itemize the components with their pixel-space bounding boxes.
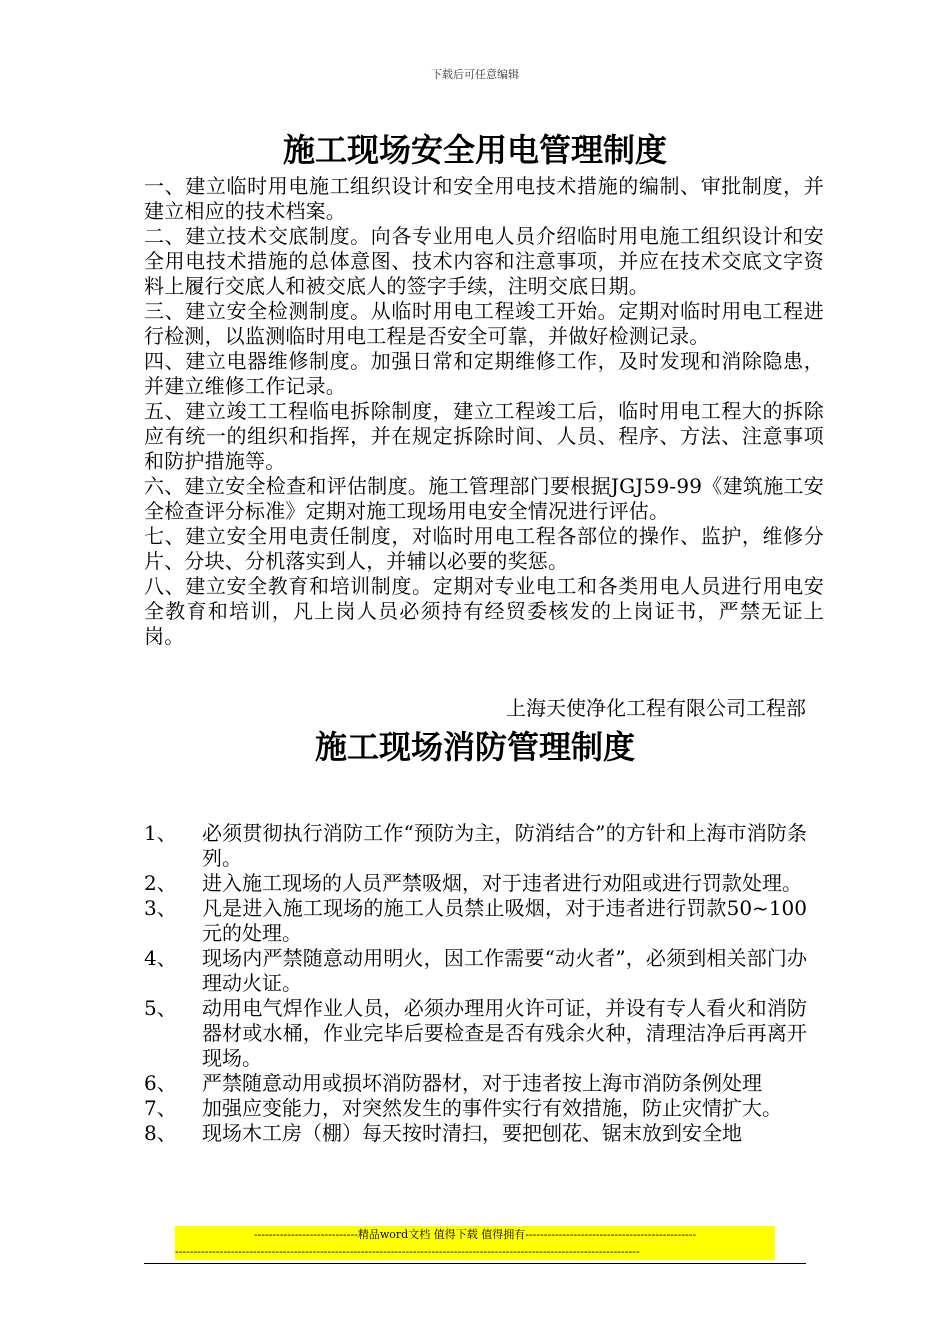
item-text: 严禁随意动用或损坏消防器材，对于违者按上海市消防条例处理 — [202, 1071, 762, 1095]
list-item — [144, 896, 824, 946]
footer-rule — [144, 1263, 806, 1264]
item-text: 必须贯彻执行消防工作“预防为主，防消结合”的方针和上海市消防条列。 — [202, 821, 807, 870]
rule-paragraph: 三、建立安全检测制度。从临时用电工程竣工开始。定期对临时用电工程进行检测，以监测临时用电工程是否安全可靠，并做好检测记录。 — [144, 299, 824, 348]
item-number: 8、 — [144, 1121, 177, 1145]
item-number: 5、 — [144, 996, 177, 1020]
rule-paragraph: 五、建立竣工工程临电拆除制度，建立工程竣工后，临时用电工程大的拆除应有统一的组织和指挥，并在规定拆除时间、人员、程序、方法、注意事项和防护措施等。 — [144, 399, 824, 473]
company-signature: 上海天使净化工程有限公司工程部 — [506, 696, 806, 720]
list-item — [144, 1096, 824, 1121]
fire-safety-title: 施工现场消防管理制度 — [314, 728, 635, 766]
item-number: 6、 — [144, 1071, 177, 1095]
list-item — [144, 871, 824, 896]
item-text: 进入施工现场的人员严禁吸烟，对于违者进行劝阻或进行罚款处理。 — [202, 871, 802, 895]
fire-safety-rules — [144, 821, 824, 1146]
electrical-safety-rules — [144, 174, 824, 649]
electrical-safety-title: 施工现场安全用电管理制度 — [282, 131, 667, 169]
list-item — [144, 996, 824, 1071]
rule-paragraph: 八、建立安全教育和培训制度。定期对专业电工和各类用电人员进行用电安全教育和培训，凡上岗人员必须持有经贸委核发的上岗证书，严禁无证上岗。 — [144, 574, 824, 648]
list-item — [144, 946, 824, 996]
header-note: 下载后可任意编辑 — [431, 68, 519, 81]
item-number: 4、 — [144, 946, 177, 970]
item-text: 动用电气焊作业人员，必须办理用火许可证，并设有专人看火和消防器材或水桶，作业完毕后要检查是否有残余火种，清理洁净后再离开现场。 — [202, 996, 807, 1070]
list-item — [144, 821, 824, 871]
item-number: 7、 — [144, 1096, 177, 1120]
rule-paragraph: 一、建立临时用电施工组织设计和安全用电技术措施的编制、审批制度，并建立相应的技术档案。 — [144, 174, 824, 223]
footer-banner: ----------------------------精品word文档 值得下载 值得拥有---------------------------------------------- — [175, 1226, 775, 1244]
rule-paragraph: 二、建立技术交底制度。向各专业用电人员介绍临时用电施工组织设计和安全用电技术措施的总体意图、技术内容和注意事项，并应在技术交底文字资料上履行交底人和被交底人的签字手续，注明交底日期。 — [144, 224, 824, 298]
rule-paragraph: 六、建立安全检查和评估制度。施工管理部门要根据JGJ59-99《建筑施工安全检查评分标准》定期对施工现场用电安全情况进行评估。 — [144, 474, 824, 523]
footer-dash-line: ----------------------------------------------------------------------------------------------------------------------------- — [175, 1244, 775, 1260]
list-item — [144, 1071, 824, 1096]
item-number: 3、 — [144, 896, 177, 920]
item-text: 凡是进入施工现场的施工人员禁止吸烟，对于违者进行罚款50~100元的处理。 — [202, 896, 807, 945]
item-text: 加强应变能力，对突然发生的事件实行有效措施，防止灾情扩大。 — [202, 1096, 782, 1120]
item-text: 现场木工房（棚）每天按时清扫，要把刨花、锯末放到安全地 — [202, 1121, 742, 1145]
item-text: 现场内严禁随意动用明火，因工作需要“动火者”，必须到相关部门办理动火证。 — [202, 946, 807, 995]
item-number: 1、 — [144, 821, 177, 845]
item-number: 2、 — [144, 871, 177, 895]
list-item — [144, 1121, 824, 1146]
rule-paragraph: 四、建立电器维修制度。加强日常和定期维修工作，及时发现和消除隐患，并建立维修工作记录。 — [144, 349, 824, 398]
rule-paragraph: 七、建立安全用电责任制度，对临时用电工程各部位的操作、监护，维修分片、分块、分机落实到人，并辅以必要的奖惩。 — [144, 524, 824, 573]
